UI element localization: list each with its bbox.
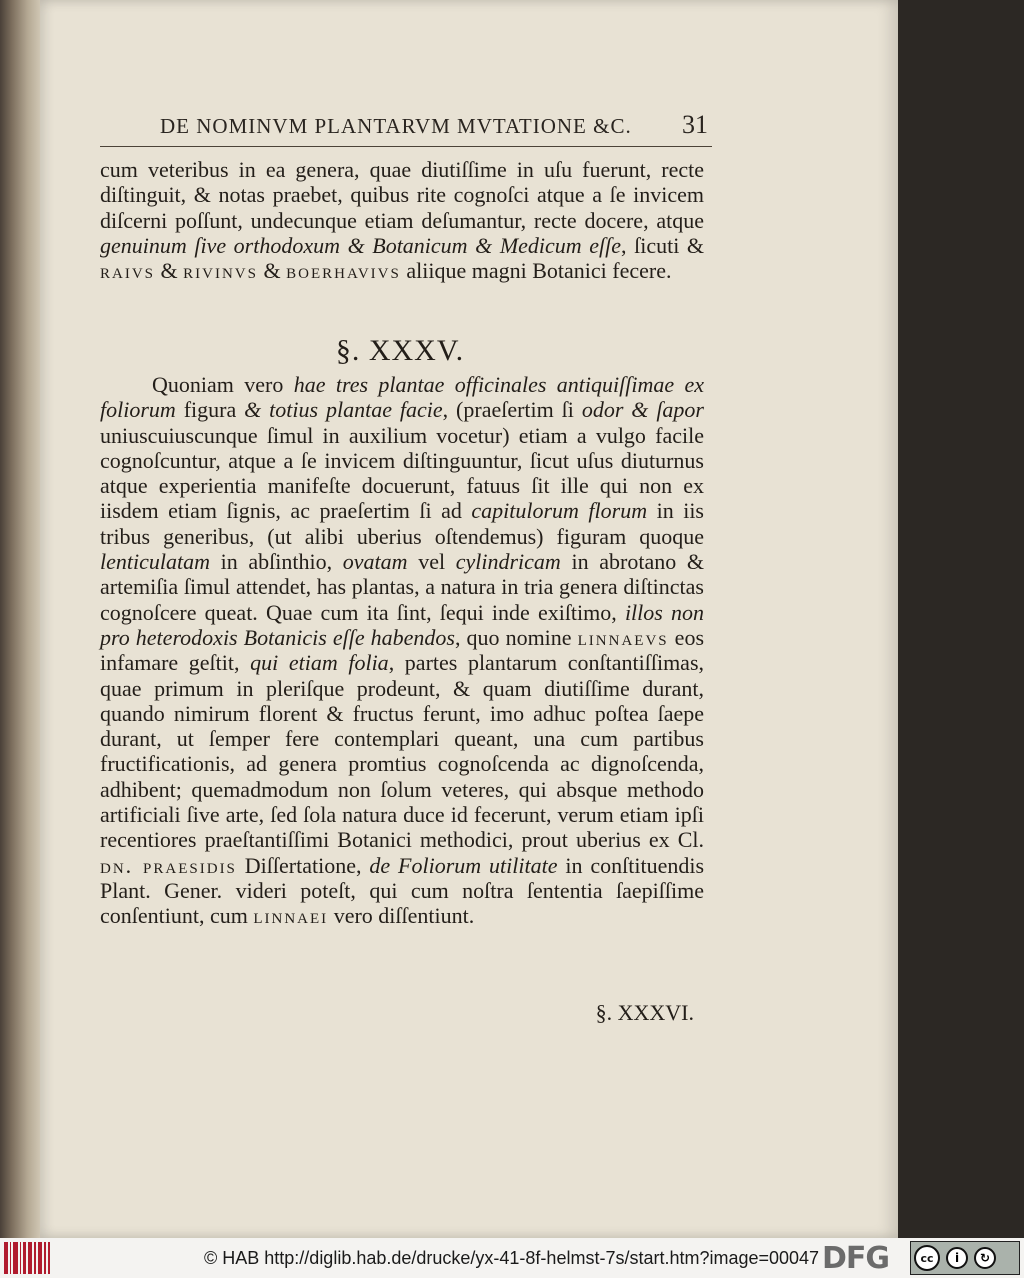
text-run: & (155, 258, 184, 284)
text-run: cylindricam (455, 549, 561, 575)
text-run: & (257, 258, 287, 284)
text-run: hae tres plantae officinales antiquiſſimae ex foliorum (100, 372, 705, 423)
text-run: genuinum ſive orthodoxum & Botanicum & Medicum eſſe (100, 232, 622, 258)
viewer-footer (0, 1238, 1024, 1278)
text-run: figura (175, 397, 245, 423)
text-run: linnaei (253, 903, 329, 929)
text-run: ovatam (342, 549, 408, 575)
text-run: de Foliorum utilitate (369, 852, 558, 878)
sa-icon: ↻ (974, 1247, 996, 1269)
scan-background (898, 0, 1024, 1238)
text-run: in abrotano & artemiſia ſimul attendet, has plantas, a natura in tria genera diſtinctas cognoſcere queat. Quae cum ita ſint, ſequi inde exiſtimo, (100, 549, 704, 625)
citation-link[interactable]: © HAB http://diglib.hab.de/drucke/yx-41-8f-helmst-7s/start.htm?image=00047 (204, 1248, 820, 1268)
hab-barcode-logo (4, 1242, 50, 1274)
text-run: Quoniam vero (152, 372, 294, 397)
page-number: 31 (682, 110, 708, 139)
text-run: , partes plantarum conſtantiſſimas, quae primum in pleriſque prodeunt, & quam diutiſſime durant, quando nimirum florent & fructus ferunt, imo adhuc poſtea ſaepe durant, ut ſemper fere contemplari queant, una cum partibus fructificationis, ad genera promtius cognoſcenda ac dignoſcenda, adhibent; quemadmodum non ſolum veteres, qui absque methodo artificiali ſive arte, ſed ſola natura duce id fecerunt, verum etiam ipſi recentiores praeſtantiſſimi Botanici methodici, prout uberius ex Cl. (100, 650, 705, 853)
text-run: Diſſertatione, (236, 852, 370, 878)
text-run: , (praeſertim ſi (442, 397, 582, 423)
text-run: vero diſſentiunt. (328, 903, 475, 929)
text-run: capitulorum florum (471, 498, 648, 524)
text-run: & totius plantae facie (244, 397, 443, 423)
text-run: vel (407, 549, 456, 575)
text-run: in conſtituendis Plant. Gener. videri poteſt, qui cum noſtra ſententia ſaepiſſime conſentiunt, cum (100, 852, 705, 929)
text-run: dn. praesidis (100, 852, 237, 878)
running-head-title: DE NOMINVM PLANTARVM MVTATIONE &C. (160, 114, 632, 138)
text-run: qui etiam folia (250, 650, 389, 676)
intro-paragraph-text (100, 157, 704, 283)
text-run: lenticulatam (100, 549, 210, 575)
by-icon: i (946, 1247, 968, 1269)
text-run: , quo nomine (454, 624, 578, 650)
body-paragraph-text (100, 372, 704, 929)
text-run: in iis tribus generibus, (ut alibi uberius oſtendemus) figuram quoque (100, 498, 704, 549)
text-run: illos non pro heterodoxis Botanicis eſſe habendos (100, 599, 704, 650)
text-run: odor & ſapor (581, 397, 704, 423)
text-run: linnaevs (577, 624, 669, 650)
dfg-logo[interactable]: DFG (822, 1241, 890, 1276)
text-run: aliique magni Botanici fecere. (400, 258, 672, 284)
running-head-rule (100, 146, 712, 147)
facing-page-edge (0, 0, 40, 1238)
text-run: boerhavivs (286, 258, 401, 284)
catchword: §. XXXVI. (595, 1000, 694, 1025)
cc-icon: cc (914, 1245, 940, 1271)
text-run: uniuscuiuscunque ſimul in auxilium vocetur) etiam a vulgo facile cognoſcuntur, atque a ſe invicem diſtinguuntur, ſicut uſus diuturnus atque experientia manifeſte docuerunt, fatuus ſit ille qui non ex iisdem etiam ſignis, ac praeſertim ſi ad (100, 422, 704, 524)
text-run: raivs (100, 258, 156, 284)
text-run: rivinvs (183, 258, 258, 284)
section-heading: §. XXXV. (335, 334, 465, 367)
text-run: in abſinthio, (209, 549, 343, 575)
text-run: eos infamare geſtit, (100, 624, 705, 676)
running-head (160, 110, 708, 144)
text-run: , ſicuti & (621, 232, 705, 258)
intro-paragraph (100, 157, 704, 283)
text-run: cum veteribus in ea genera, quae diutiſſime in uſu fuerunt, recte diſtinguit, & notas praebet, quibus rite cognoſci atque a ſe invicem diſcerni poſſunt, undecunque etiam deſumantur, recte docere, atque (100, 157, 704, 233)
body-paragraph (100, 372, 704, 929)
cc-license-badge[interactable] (910, 1241, 1020, 1275)
